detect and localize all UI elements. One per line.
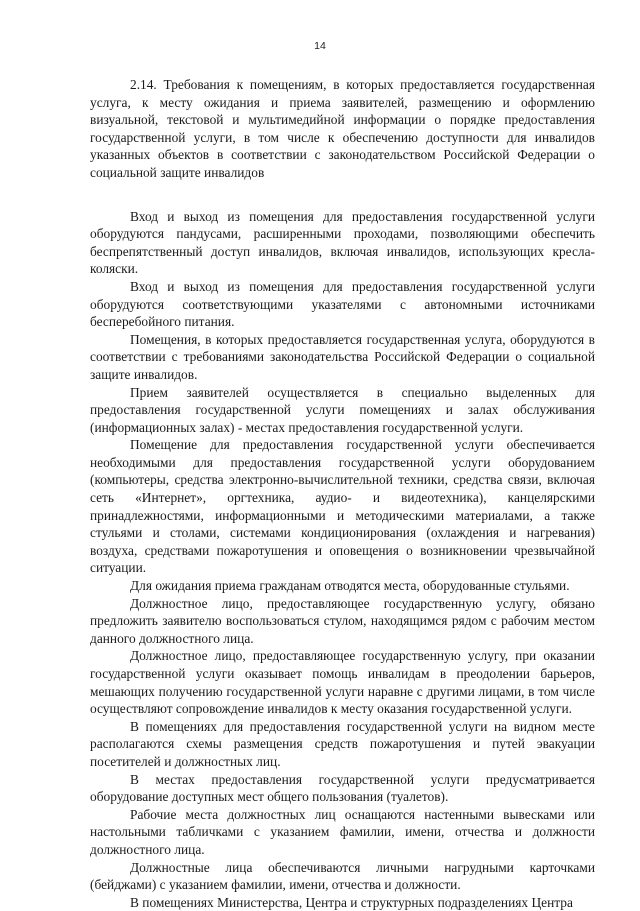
paragraph: Должностное лицо, предоставляющее государственную услугу, обязано предложить заявителю воспользоваться стулом, находящимся рядом с рабочим местом данного должностного лица. [90, 595, 595, 646]
paragraph: В помещениях Министерства, Центра и структурных подразделениях Центра [130, 894, 573, 910]
paragraph: Вход и выход из помещения для предоставления государственной услуги оборудуются пандусами, расширенными проходами, позволяющими обеспечить беспрепятственный доступ инвалидов, включая инвалидов, использующих кресла-коляски. [90, 208, 595, 277]
paragraph: Должностные лица обеспечиваются личными нагрудными карточками (бейджами) с указанием фамилии, имени, отчества и должности. [90, 859, 595, 893]
paragraph: Прием заявителей осуществляется в специально выделенных для предоставления государственной услуги помещениях и залах обслуживания (информационных залах) - местах предоставления государственной услуги. [90, 384, 595, 435]
paragraph: В помещениях для предоставления государственной услуги на видном месте располагаются схемы размещения средств пожаротушения и путей эвакуации посетителей и должностных лиц. [90, 718, 595, 769]
paragraph: Помещения, в которых предоставляется государственная услуга, оборудуются в соответствии с требованиями законодательства Российской Федерации о социальной защите инвалидов. [90, 331, 595, 382]
paragraph: Для ожидания приема гражданам отводятся места, оборудованные стульями. [130, 578, 570, 594]
paragraph: Вход и выход из помещения для предоставления государственной услуги оборудуются соответствующими указателями с автономными источниками бесперебойного питания. [90, 278, 595, 330]
paragraph: Помещение для предоставления государственной услуги обеспечивается необходимыми для предоставления государственной услуги оборудованием (компьютеры, средства электронно-вычислительной техники, средства связи, включая сеть «Интернет», оргтехника, аудио- и видеотехника), канцелярскими принадлежностями, информационными и методическими материалами, а также стульями и столами, системами кондиционирования (охлаждения и нагревания) воздуха, средствами пожаротушения и оповещения о возникновении чрезвычайной ситуации. [90, 437, 595, 576]
document-body [90, 76, 595, 911]
paragraph: В местах предоставления государственной услуги предусматривается оборудование доступных мест общего пользования (туалетов). [90, 771, 595, 805]
paragraph: Должностное лицо, предоставляющее государственную услугу, при оказании государственной услуги оказывает помощь инвалидам в преодолении барьеров, мешающих получению государственной услуги наравне с другими лицами, в том числе осуществляют сопровождение инвалидов к месту оказания государственной услуги. [90, 648, 595, 717]
page-number: 14 [314, 40, 326, 52]
section-heading: 2.14. Требования к помещениям, в которых предоставляется государственная услуга, к месту ожидания и приема заявителей, размещению и оформлению визуальной, текстовой и мультимедийной информации о порядке предоставления государственной услуги, в том числе к обеспечению доступности для инвалидов указанных объектов в соответствии с законодательством Российской Федерации о социальной защите инвалидов [90, 77, 595, 180]
paragraph: Рабочие места должностных лиц оснащаются настенными вывесками или настольными табличками с указанием фамилии, имени, отчества и должности должностного лица. [90, 806, 595, 857]
